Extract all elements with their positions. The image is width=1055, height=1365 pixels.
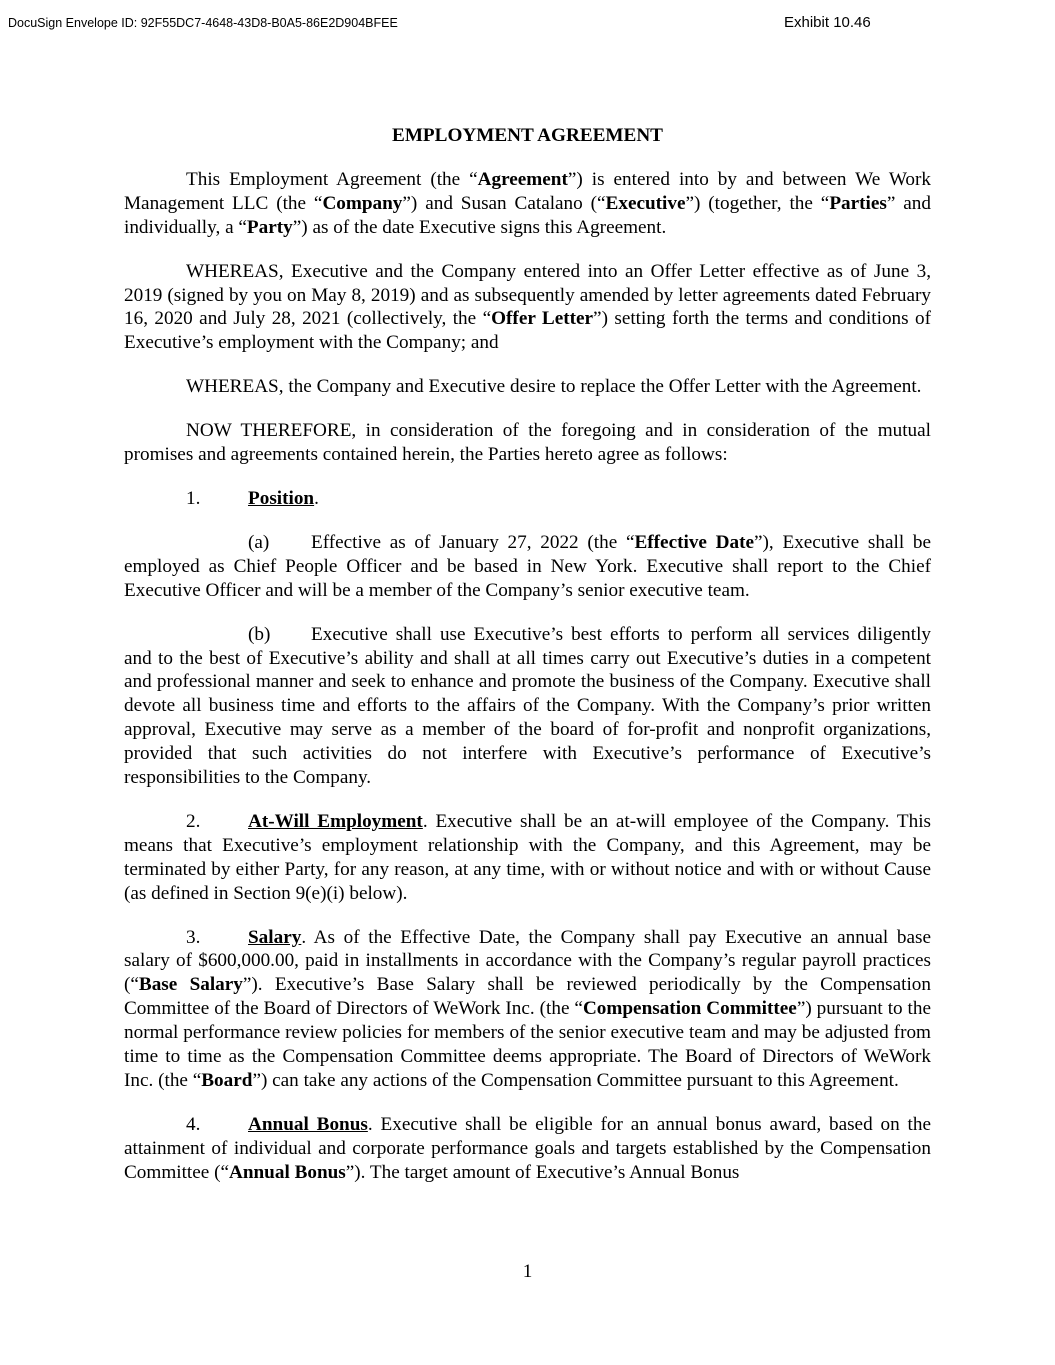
defined-term-annual-bonus: Annual Bonus [228,1161,346,1183]
section-title: Salary [248,926,302,948]
section-text: Effective as of January 27, 2022 (the “ [311,531,635,553]
document-title: EMPLOYMENT AGREEMENT [392,125,663,146]
section-punctuation: . [314,487,319,509]
intro-text: ”) is entered into by and between We Work Management LLC (the “ [124,168,932,214]
section-text: ”) can take any actions of the Compensation Committee pursuant to this Agreement. [252,1070,899,1091]
defined-term-compensation-committee: Compensation Committee [582,998,797,1020]
section-1b-paragraph [124,623,931,790]
subsection-label: (a) [248,531,270,553]
whereas-text: WHEREAS, Executive and the Company entered into an Offer Letter effective as of June 3, 2019 (signed by you on May 8, 2019) and as subsequently amended by letter agreements dated February 16, 2020 and July 28, 2021 (collectively, the “ [124,260,931,330]
section-2-paragraph [124,810,931,906]
section-text: ”) pursuant to the normal performance review policies for members of the senior executive team and may be adjusted from time to time as the Compensation Committee deems appropriate. The Board of Directors of WeWork Inc. (the “ [124,998,932,1091]
intro-text: ”) as of the date Executive signs this Agreement. [292,216,667,238]
docusign-envelope-id: DocuSign Envelope ID: 92F55DC7-4648-43D8-B0A5-86E2D904BFEE [8,16,398,30]
defined-term-party: Party [246,216,293,238]
intro-text: ”) (together, the “ [685,192,830,214]
section-3-paragraph [124,926,931,1093]
section-number: 4. [186,1113,201,1135]
defined-term-board: Board [201,1070,253,1091]
section-text: ”), Executive shall be employed as Chief People Officer and be based in New York. Executive shall report to the Chief Executive Officer and will be a member of the Company’s senior executive team. [124,531,932,601]
exhibit-label: Exhibit 10.46 [784,14,871,31]
intro-text: ”) and Susan Catalano (“ [402,192,606,214]
section-title: Annual Bonus [248,1113,368,1135]
defined-term-agreement: Agreement [477,168,568,190]
section-title: At-Will Employment [248,810,423,832]
whereas-paragraph-1 [124,260,931,356]
intro-text: This Employment Agreement (the “ [186,168,478,190]
section-number: 3. [186,926,201,948]
section-text: ”). The target amount of Executive’s Annual Bonus [345,1161,740,1183]
section-number: 1. [186,487,201,509]
defined-term-company: Company [322,192,403,214]
intro-paragraph [124,168,931,240]
section-text: . As of the Effective Date, the Company shall pay Executive an annual base salary of $600,000.00, paid in installments in accordance with the Company’s regular payroll practices (“ [124,926,931,996]
section-text: . Executive shall be eligible for an annual bonus award, based on the attainment of individual and corporate performance goals and targets established by the Compensation Committee (“ [124,1113,932,1183]
section-1a-paragraph [124,531,931,603]
subsection-label: (b) [248,623,271,645]
agreement-body [124,124,931,1205]
defined-term-base-salary: Base Salary [138,974,243,996]
page-number: 1 [522,1261,533,1282]
section-text: . Executive shall be an at-will employee of the Company. This means that Executive’s employment relationship with the Company, and this Agreement, may be terminated by either Party, for any reason, at any time, with or without notice and with or without Cause (as defined in Section 9(e)(i) below). [124,810,931,904]
section-text: ”). Executive’s Base Salary shall be reviewed periodically by the Compensation Committee of the Board of Directors of WeWork Inc. (the “ [124,974,931,1020]
whereas-paragraph-2: WHEREAS, the Company and Executive desire to replace the Offer Letter with the Agreement. [186,376,922,398]
section-4-paragraph [124,1113,931,1185]
section-title: Position [248,487,315,509]
now-therefore-paragraph: NOW THEREFORE, in consideration of the foregoing and in consideration of the mutual promises and agreements contained herein, the Parties hereto agree as follows: [124,420,931,466]
section-1-heading [124,487,931,511]
defined-term-effective-date: Effective Date [634,531,755,553]
defined-term-parties: Parties [829,192,887,214]
whereas-text: ”) setting forth the terms and conditions of Executive’s employment with the Company; and [124,308,931,354]
defined-term-executive: Executive [605,192,686,214]
section-number: 2. [186,810,201,832]
defined-term-offer-letter: Offer Letter [491,308,594,330]
section-text: Executive shall use Executive’s best efforts to perform all services diligently and to the best of Executive’s ability and shall at all times carry out Executive’s duties in a competent and professional manner and seek to enhance and promote the business of the Company. Executive shall devote all business time and efforts to the affairs of the Company. With the Company’s prior written approval, Executive may serve as a member of the board of for-profit and nonprofit organizations, provided that such activities do not interfere with Executive’s performance of Executive’s responsibilities to the Company. [124,623,931,789]
intro-text: ” and individually, a “ [124,192,931,238]
